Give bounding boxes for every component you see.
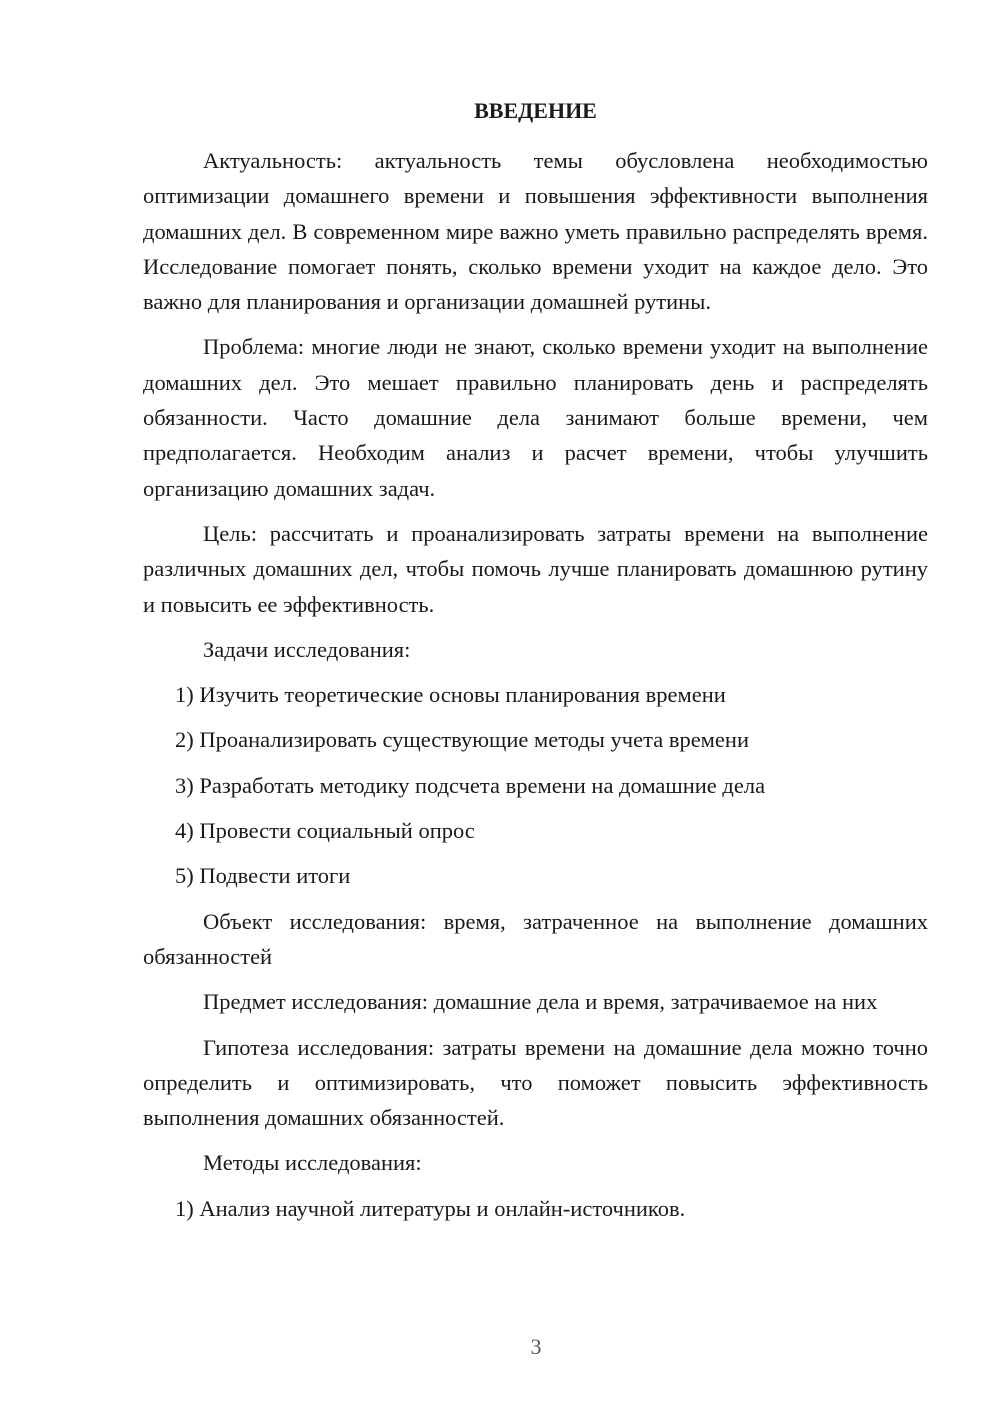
- tasks-heading: Задачи исследования:: [203, 636, 411, 662]
- object-paragraph: Объект исследования: время, затраченное на выполнение домашних обязанностей: [143, 908, 928, 969]
- page-number: 3: [530, 1334, 542, 1359]
- relevance-paragraph: Актуальность: актуальность темы обусловлена необходимостью оптимизации домашнего времени и повышения эффективности выполнения домашних дел. В современном мире важно уметь правильно распределять время. Исследование помогает понять, сколько времени уходит на каждое дело. Это важно для планирования и организации домашней рутины.: [143, 148, 928, 315]
- tasks-list: [143, 677, 928, 893]
- section-title: ВВЕДЕНИЕ: [474, 98, 597, 123]
- list-item: 3) Разработать методику подсчета времени на домашние дела: [175, 772, 766, 798]
- list-item: 4) Провести социальный опрос: [175, 818, 475, 844]
- goal-paragraph: Цель: рассчитать и проанализировать затраты времени на выполнение различных домашних дел, чтобы помочь лучше планировать домашнюю рутину и повысить ее эффективность.: [143, 520, 928, 617]
- subject-paragraph: Предмет исследования: домашние дела и время, затрачиваемое на них: [203, 989, 878, 1015]
- methods-list: [143, 1191, 928, 1226]
- hypothesis-paragraph: Гипотеза исследования: затраты времени на домашние дела можно точно определить и оптимизировать, что поможет повысить эффективность выполнения домашних обязанностей.: [143, 1034, 928, 1131]
- document-body: [143, 143, 928, 1236]
- problem-paragraph: Проблема: многие люди не знают, сколько времени уходит на выполнение домашних дел. Это мешает правильно планировать день и распределять обязанности. Часто домашние дела занимают больше времени, чем предполагается. Необходим анализ и расчет времени, чтобы улучшить организацию домашних задач.: [143, 334, 928, 501]
- list-item: 1) Изучить теоретические основы планирования времени: [175, 682, 726, 708]
- list-item: 5) Подвести итоги: [175, 863, 351, 889]
- list-item: 2) Проанализировать существующие методы учета времени: [175, 727, 749, 753]
- methods-heading: Методы исследования:: [203, 1150, 422, 1176]
- list-item: 1) Анализ научной литературы и онлайн-источников.: [175, 1195, 686, 1221]
